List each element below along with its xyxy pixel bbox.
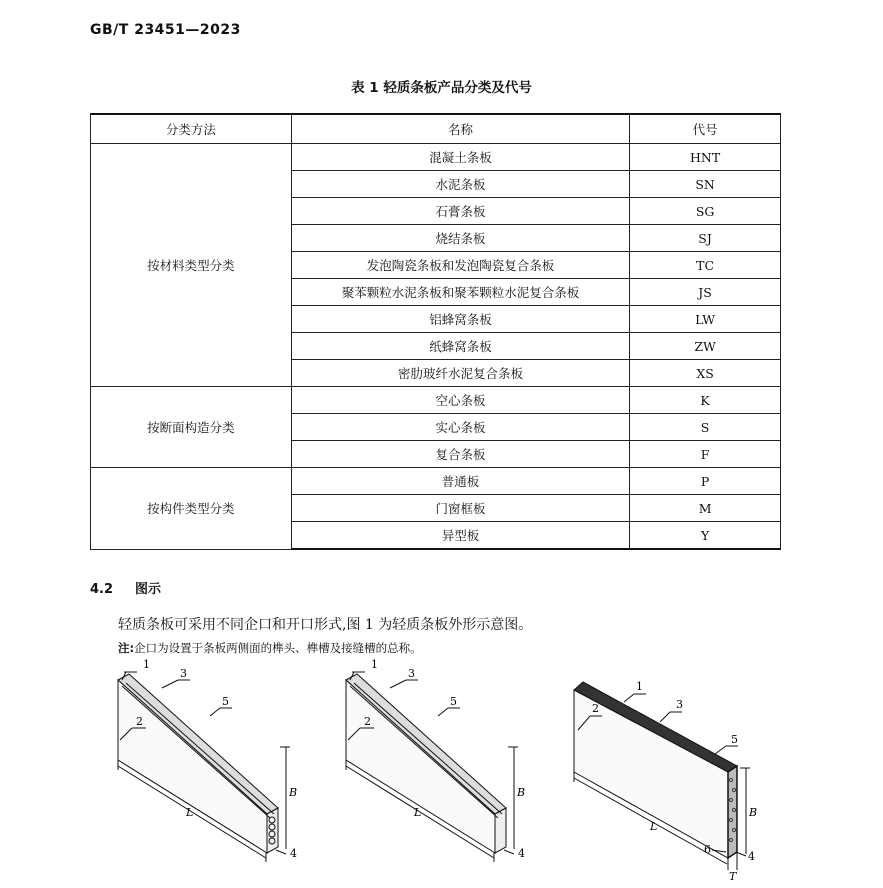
dimension-height-label: B bbox=[517, 786, 526, 799]
panel-solid-drawing bbox=[346, 672, 518, 862]
note-label: 注: bbox=[118, 641, 135, 655]
product-name: 石膏条板 bbox=[291, 198, 629, 225]
product-code: P bbox=[630, 468, 781, 495]
product-name: 纸蜂窝条板 bbox=[291, 333, 629, 360]
product-name: 异型板 bbox=[291, 522, 629, 550]
classification-table bbox=[90, 113, 781, 550]
callout-1: 1 bbox=[143, 658, 150, 671]
product-name: 实心条板 bbox=[291, 414, 629, 441]
standard-number: GB/T 23451—2023 bbox=[90, 22, 241, 38]
table-header-row bbox=[91, 114, 781, 144]
table-row bbox=[91, 468, 781, 495]
section-number: 4.2 bbox=[90, 582, 114, 597]
note-text: 企口为设置于条板两侧面的榫头、榫槽及接缝槽的总称。 bbox=[134, 641, 422, 655]
dimension-thickness-label: T bbox=[729, 870, 737, 883]
product-name: 聚苯颗粒水泥条板和聚苯颗粒水泥复合条板 bbox=[291, 279, 629, 306]
product-name: 发泡陶瓷条板和发泡陶瓷复合条板 bbox=[291, 252, 629, 279]
dimension-height-label: B bbox=[289, 786, 298, 799]
column-header: 分类方法 bbox=[91, 114, 292, 144]
callout-4: 4 bbox=[290, 847, 297, 860]
product-code: Y bbox=[630, 522, 781, 550]
callout-2: 2 bbox=[136, 715, 143, 728]
callout-4: 4 bbox=[518, 847, 525, 860]
product-code: M bbox=[630, 495, 781, 522]
product-name: 密肋玻纤水泥复合条板 bbox=[291, 360, 629, 387]
product-code: ZW bbox=[630, 333, 781, 360]
product-name: 空心条板 bbox=[291, 387, 629, 414]
panel-composite-drawing bbox=[574, 682, 750, 870]
product-name: 烧结条板 bbox=[291, 225, 629, 252]
dimension-length-label: L bbox=[650, 820, 658, 833]
product-code: JS bbox=[630, 279, 781, 306]
callout-4: 4 bbox=[748, 850, 755, 863]
product-name: 普通板 bbox=[291, 468, 629, 495]
callout-3: 3 bbox=[408, 667, 415, 680]
product-code: S bbox=[630, 414, 781, 441]
product-code: XS bbox=[630, 360, 781, 387]
classification-method: 按材料类型分类 bbox=[91, 144, 292, 387]
section-title: 图示 bbox=[135, 582, 162, 597]
section-heading bbox=[90, 578, 161, 597]
product-name: 水泥条板 bbox=[291, 171, 629, 198]
callout-2: 2 bbox=[364, 715, 371, 728]
callout-5: 5 bbox=[450, 695, 457, 708]
callout-1: 1 bbox=[371, 658, 378, 671]
product-code: LW bbox=[630, 306, 781, 333]
product-name: 复合条板 bbox=[291, 441, 629, 468]
classification-method: 按构件类型分类 bbox=[91, 468, 292, 550]
callout-1: 1 bbox=[636, 680, 643, 693]
body-paragraph: 轻质条板可采用不同企口和开口形式,图 1 为轻质条板外形示意图。 bbox=[118, 617, 533, 633]
product-code: TC bbox=[630, 252, 781, 279]
table-row bbox=[91, 144, 781, 171]
callout-2: 2 bbox=[592, 702, 599, 715]
panel-hollow-drawing bbox=[118, 672, 290, 862]
table-row bbox=[91, 387, 781, 414]
product-name: 铝蜂窝条板 bbox=[291, 306, 629, 333]
dimension-length-label: L bbox=[186, 806, 194, 819]
callout-3: 3 bbox=[180, 667, 187, 680]
dimension-length-label: L bbox=[414, 806, 422, 819]
product-code: F bbox=[630, 441, 781, 468]
callout-5: 5 bbox=[222, 695, 229, 708]
product-code: SG bbox=[630, 198, 781, 225]
column-header: 代号 bbox=[630, 114, 781, 144]
product-code: K bbox=[630, 387, 781, 414]
table-title: 表 1 轻质条板产品分类及代号 bbox=[351, 80, 532, 96]
product-code: HNT bbox=[630, 144, 781, 171]
product-name: 混凝土条板 bbox=[291, 144, 629, 171]
classification-method: 按断面构造分类 bbox=[91, 387, 292, 468]
product-code: SJ bbox=[630, 225, 781, 252]
callout-5: 5 bbox=[731, 733, 738, 746]
callout-6: 6 bbox=[704, 843, 711, 856]
product-name: 门窗框板 bbox=[291, 495, 629, 522]
panel-outline-figure bbox=[0, 650, 883, 888]
callout-3: 3 bbox=[676, 698, 683, 711]
column-header: 名称 bbox=[291, 114, 629, 144]
dimension-height-label: B bbox=[749, 806, 758, 819]
product-code: SN bbox=[630, 171, 781, 198]
